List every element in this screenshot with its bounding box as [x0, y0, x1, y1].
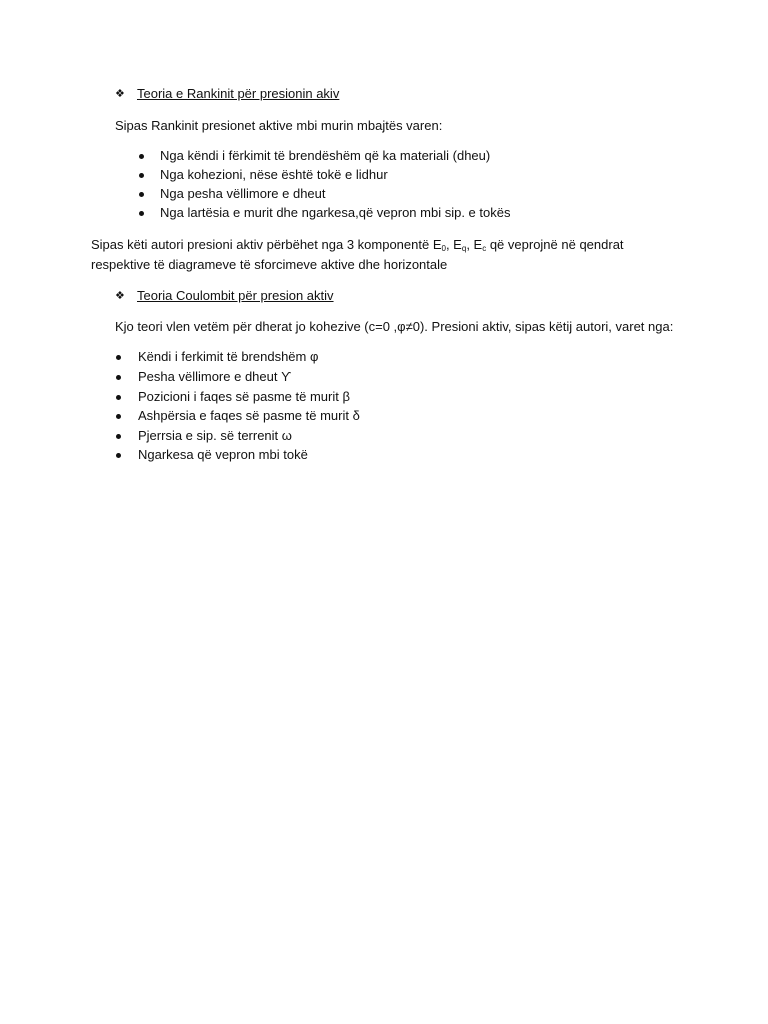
paragraph-text: Sipas këti autori presioni aktiv përbëhet nga 3 komponentë E: [91, 237, 442, 252]
subscript-q: q: [461, 244, 467, 253]
paragraph-text: që veprojnë në qendrat: [486, 237, 624, 252]
bullet-icon: [116, 375, 121, 380]
paragraph-text: , E: [445, 237, 462, 252]
paragraph-text: , E: [466, 237, 483, 252]
section-heading-coulomb: Teoria Coulombit për presion aktiv: [137, 288, 334, 303]
list-item: Ashpërsia e faqes së pasme të murit δ: [138, 408, 360, 423]
paragraph-line-1: [91, 237, 624, 253]
list-item: Ngarkesa që vepron mbi tokë: [138, 447, 308, 462]
list-item: Nga këndi i fërkimit të brendëshëm që ka materiali (dheu): [160, 148, 491, 163]
bullet-icon: [116, 453, 121, 458]
list-item: Nga lartësia e murit dhe ngarkesa,që vepron mbi sip. e tokës: [160, 205, 511, 220]
diamond-bullet-icon: ❖: [115, 289, 125, 302]
bullet-icon: [116, 434, 121, 439]
subscript-c: c: [482, 244, 487, 253]
section-intro-rankine: Sipas Rankinit presionet aktive mbi murin mbajtës varen:: [115, 118, 443, 133]
list-item: Pesha vëllimore e dheut ϒ: [138, 369, 292, 384]
list-item: Nga kohezioni, nëse është tokë e lidhur: [160, 167, 388, 182]
section-heading-rankine: Teoria e Rankinit për presionin akiv: [137, 86, 340, 101]
list-item: Pjerrsia e sip. së terrenit ω: [138, 428, 292, 443]
list-item: Nga pesha vëllimore e dheut: [160, 186, 326, 201]
bullet-icon: [139, 154, 144, 159]
paragraph-line-2: respektive të diagrameve të sforcimeve aktive dhe horizontale: [91, 257, 448, 272]
bullet-icon: [139, 211, 144, 216]
section-intro-coulomb: Kjo teori vlen vetëm për dherat jo kohezive (c=0 ,φ≠0). Presioni aktiv, sipas këtij autori, varet nga:: [115, 319, 674, 334]
diamond-bullet-icon: ❖: [115, 87, 125, 100]
subscript-0: 0: [441, 244, 446, 253]
list-item: Pozicioni i faqes së pasme të murit β: [138, 389, 350, 404]
bullet-icon: [116, 395, 121, 400]
bullet-icon: [116, 414, 121, 419]
bullet-icon: [139, 192, 144, 197]
bullet-icon: [116, 355, 121, 360]
list-item: Këndi i ferkimit të brendshëm φ: [138, 349, 319, 364]
bullet-icon: [139, 173, 144, 178]
